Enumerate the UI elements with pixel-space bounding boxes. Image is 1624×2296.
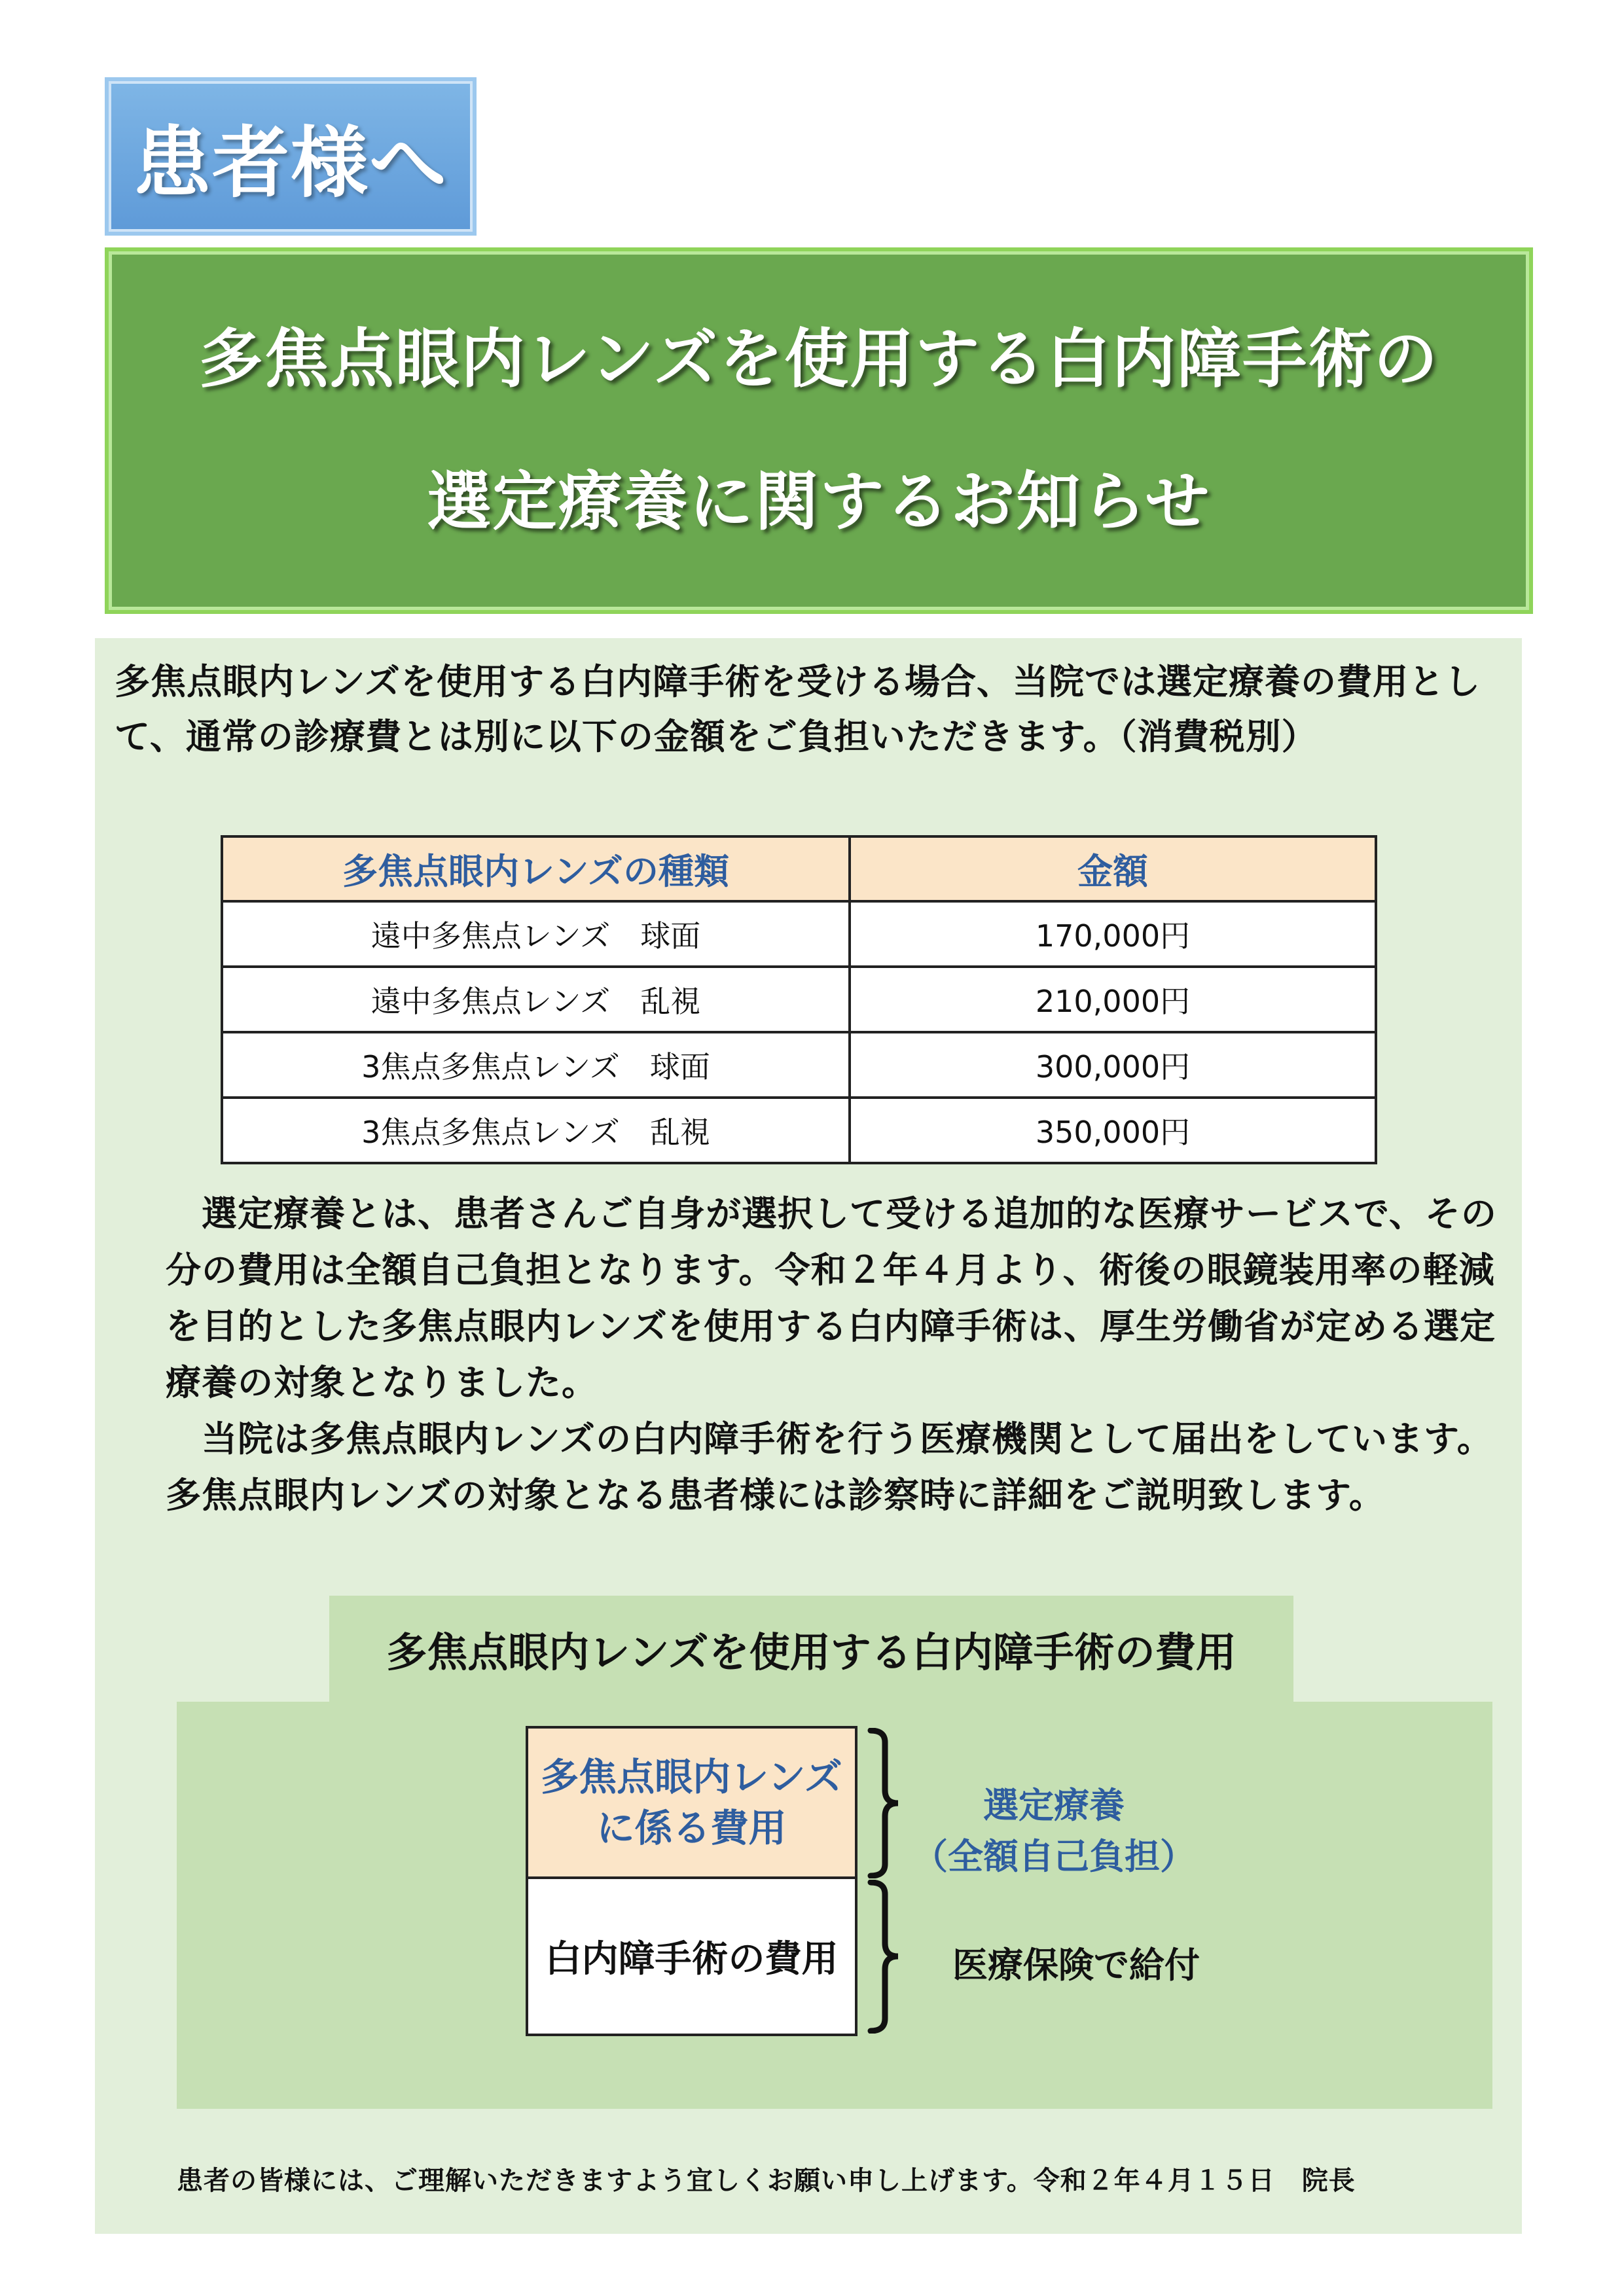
table-row [222,901,1376,967]
footer-note: 患者の皆様には、ご理解いただきますよう宜しくお願い申し上げます。令和２年４月１５日 院長 [177,2166,1356,2196]
title-line-2: 選定療養に関するお知らせ [427,465,1211,539]
lens-type-cell: 3焦点多焦点レンズ 乱視 [222,1098,850,1163]
selective-care-line-1: 選定療養 [983,1785,1125,1826]
header-lens-type: 多焦点眼内レンズの種類 [222,836,850,901]
title-line-1: 多焦点眼内レンズを使用する白内障手術の [198,322,1439,397]
selective-care-line-2: （全額自己負担） [912,1836,1195,1877]
price-cell: 300,000円 [850,1032,1376,1098]
lens-type-cell: 遠中多焦点レンズ 球面 [222,901,850,967]
lens-cost-line-1: 多焦点眼内レンズ [541,1755,842,1799]
insurance-label: 医療保険で給付 [952,1945,1200,1986]
header-price: 金額 [850,836,1376,901]
lens-type-cell: 3焦点多焦点レンズ 球面 [222,1032,850,1098]
badge-text: 患者様へ [133,118,448,208]
price-cell: 170,000円 [850,901,1376,967]
price-cell: 350,000円 [850,1098,1376,1163]
surgery-cost-box: 白内障手術の費用 [526,1876,857,2036]
lens-cost-line-2: に係る費用 [596,1806,787,1850]
title-banner [105,247,1533,614]
intro-text: 多焦点眼内レンズを使用する白内障手術を受ける場合、当院では選定療養の費用として、通常の診療費とは別に以下の金額をご負担いただきます。（消費税別） [115,661,1481,757]
right-brace-icon [865,1880,905,2034]
table-header-row [222,836,1376,901]
table-row [222,1098,1376,1163]
table-row [222,967,1376,1032]
lens-cost-box [526,1726,857,1879]
selective-care-label [910,1780,1198,1882]
paragraph-clinic-notice: 当院は多焦点眼内レンズの白内障手術を行う医療機関として届出をしています。多焦点眼内レンズの対象となる患者様には診察時に詳細をご説明致します。 [166,1418,1493,1516]
price-cell: 210,000円 [850,967,1376,1032]
lens-type-cell: 遠中多焦点レンズ 乱視 [222,967,850,1032]
explanation-text [166,1186,1507,1524]
paragraph-selective-care: 選定療養とは、患者さんご自身が選択して受ける追加的な医療サービスで、その分の費用は全額自己負担となります。令和２年４月より、術後の眼鏡装用率の軽減を目的とした多焦点眼内レンズを使用する白内障手術は、厚生労働省が定める選定療養の対象となりました。 [166,1193,1497,1403]
cost-section-title: 多焦点眼内レンズを使用する白内障手術の費用 [329,1596,1293,1702]
notice-badge [105,77,477,236]
right-brace-icon [865,1728,905,1878]
table-row [222,1032,1376,1098]
price-table [221,835,1377,1164]
